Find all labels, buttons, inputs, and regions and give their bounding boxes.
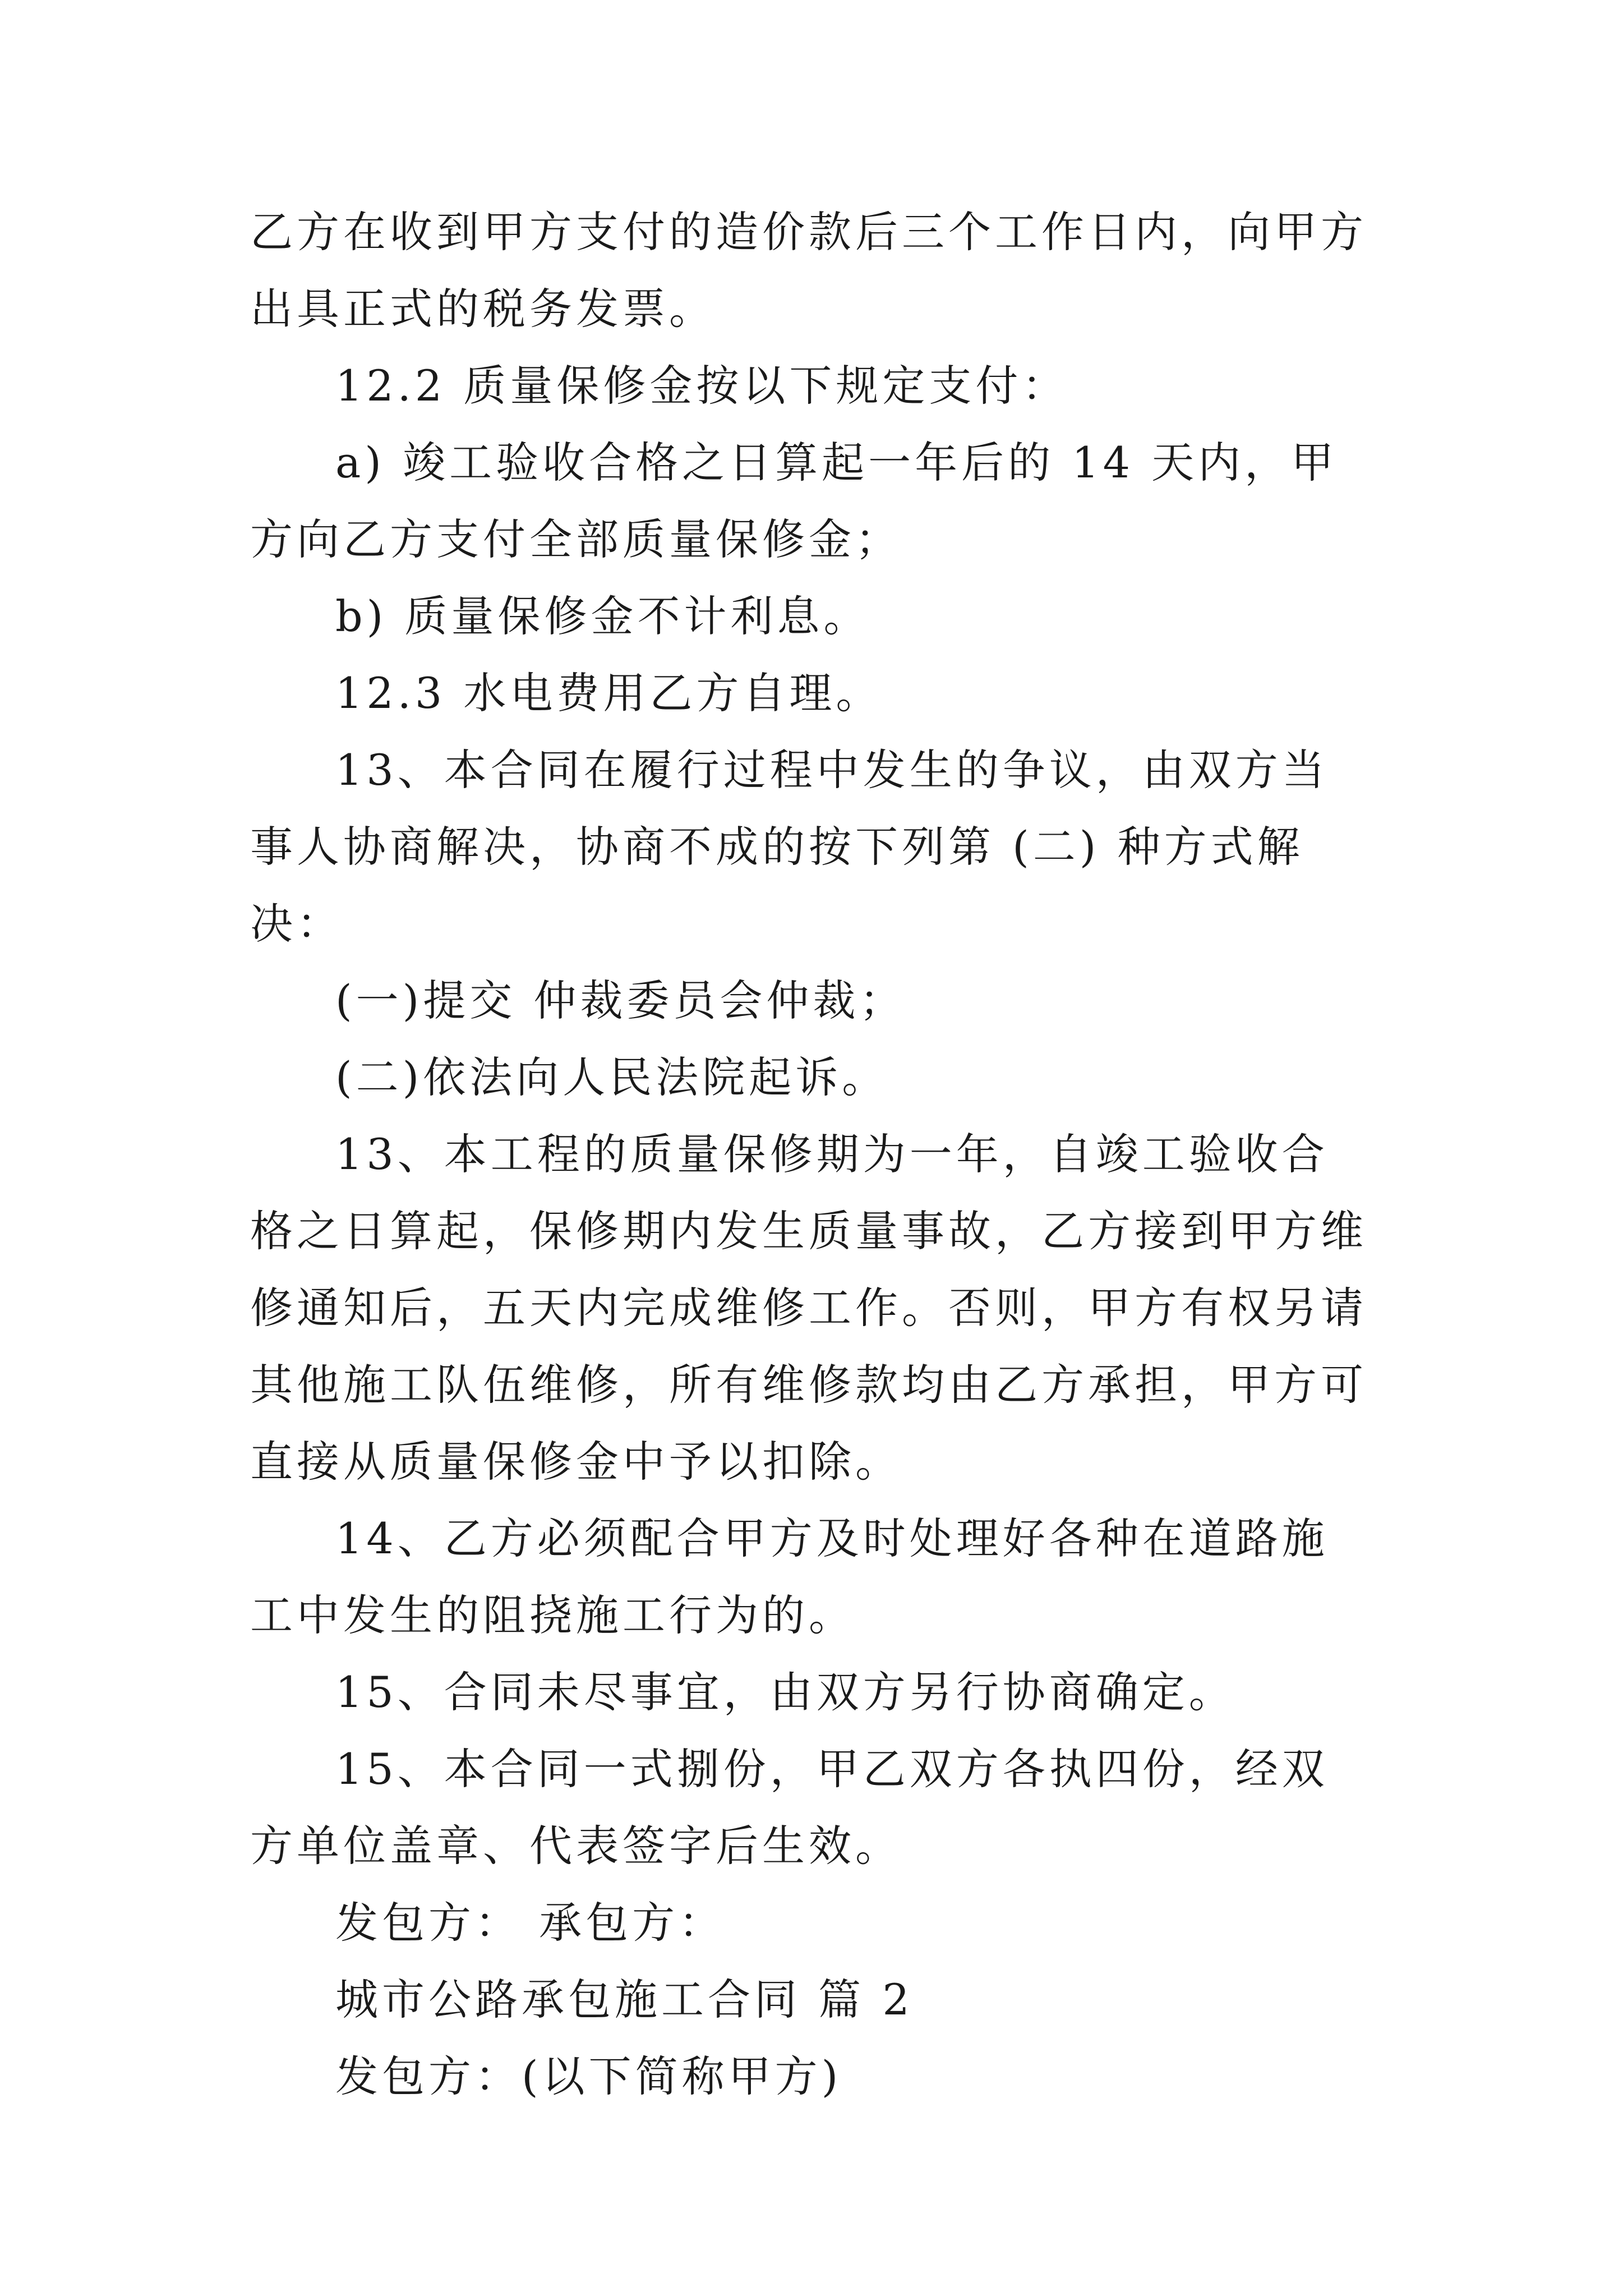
paragraph-13-dispute: 13、本合同在履行过程中发生的争议，由双方当事人协商解决，协商不成的按下列第 (二) 种方式解决： — [250, 745, 1329, 949]
paragraph-signatures: 发包方： 承包方： — [335, 1898, 726, 1948]
paragraph-invoice-continuation: 乙方在收到甲方支付的造价款后三个工作日内，向甲方出具正式的税务发票。 — [250, 207, 1367, 334]
paragraph-contract-title-2: 城市公路承包施工合同 篇 2 — [335, 1975, 914, 2024]
paragraph-15-copies: 15、本合同一式捌份，甲乙双方各执四份，经双方单位盖章、代表签字后生效。 — [250, 1744, 1329, 1871]
paragraph-employer: 发包方：(以下简称甲方) — [335, 2051, 842, 2101]
paragraph-12-2-a: a) 竣工验收合格之日算起一年后的 14 天内，甲方向乙方支付全部质量保修金； — [250, 438, 1338, 564]
paragraph-option-1: (一)提交 仲裁委员会仲裁； — [335, 976, 906, 1025]
paragraph-14: 14、乙方必须配合甲方及时处理好各种在道路施工中发生的阻挠施工行为的。 — [250, 1513, 1329, 1640]
paragraph-option-2: (二)依法向人民法院起诉。 — [335, 1052, 889, 1102]
paragraph-13-warranty: 13、本工程的质量保修期为一年，自竣工验收合格之日算起，保修期内发生质量事故，乙方接到甲方维修通知后，五天内完成维修工作。否则，甲方有权另请其他施工队伍维修，所有维修款均由乙方承担，甲方可直接从质量保修金中予以扣除。 — [250, 1129, 1367, 1487]
paragraph-12-3: 12.3 水电费用乙方自理。 — [335, 668, 883, 718]
document-body — [250, 194, 1372, 2115]
paragraph-12-2-b: b) 质量保修金不计利息。 — [335, 591, 870, 641]
paragraph-12-2-heading: 12.2 质量保修金按以下规定支付： — [335, 361, 1069, 411]
paragraph-15-unresolved: 15、合同未尽事宜，由双方另行协商确定。 — [335, 1667, 1235, 1717]
